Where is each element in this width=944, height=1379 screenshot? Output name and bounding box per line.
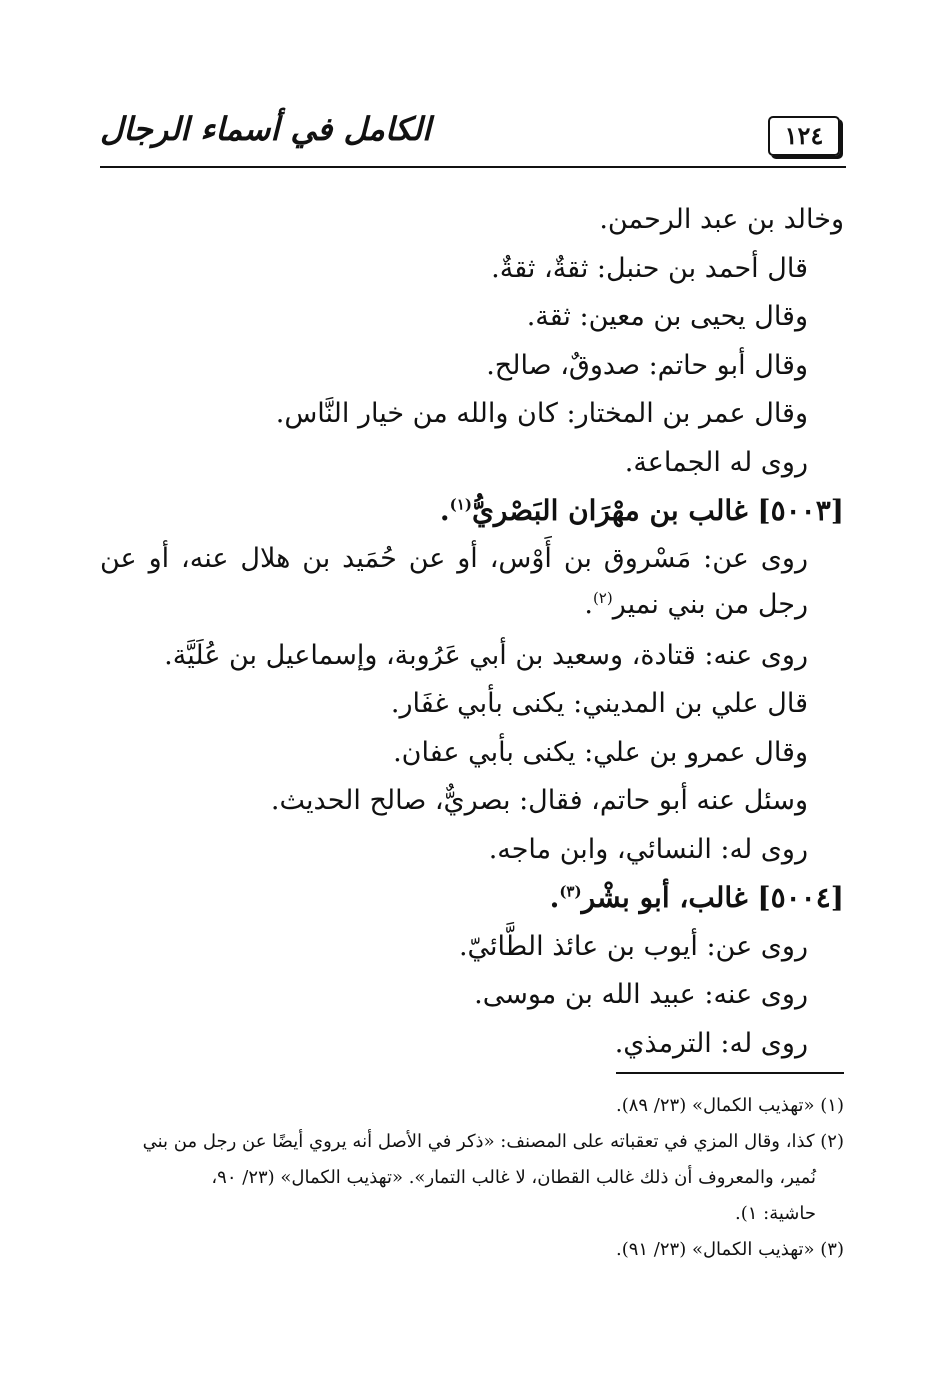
text-line	[100, 536, 844, 628]
line-end: .	[584, 588, 593, 620]
text-line: روى عن: أيوب بن عائذ الطَّائيّ.	[458, 930, 808, 962]
text-line: وسئل عنه أبو حاتم، فقال: بصريٌّ، صالح الحديث.	[270, 785, 808, 816]
text-line: روى له الجماعة.	[624, 446, 808, 478]
footnote-ref: (٢)	[592, 588, 613, 607]
page-header	[0, 0, 944, 170]
entry-end: .	[549, 881, 560, 914]
footnotes	[100, 1088, 844, 1268]
page-number: ١٢٤	[768, 116, 840, 156]
footnote-rule	[616, 1072, 844, 1074]
header-rule	[100, 166, 846, 168]
entry-title: [٥٠٠٤] غالب، أبو بشْر	[581, 881, 844, 914]
entry-title: [٥٠٠٣] غالب بن مهْرَان البَصْريُّ	[471, 494, 844, 527]
entry-heading-5003	[100, 487, 844, 536]
text-line: قال أحمد بن حنبل: ثقةٌ، ثقةٌ.	[491, 252, 808, 284]
entry-end: .	[439, 494, 450, 527]
text-line: وخالد بن عبد الرحمن.	[599, 204, 844, 235]
text-line: وقال يحيى بن معين: ثقة.	[526, 301, 808, 332]
footnote-2-cont: حاشية: ١).	[735, 1203, 816, 1224]
text-line: وقال عمرو بن علي: يكنى بأبي عفان.	[393, 736, 808, 768]
text-line: روى عنه: عبيد الله بن موسى.	[474, 979, 808, 1010]
text-line: وقال أبو حاتم: صدوقٌ، صالح.	[486, 349, 808, 381]
text-line: وقال عمر بن المختار: كان والله من خيار النَّاس.	[275, 398, 808, 429]
entry-heading-5004	[100, 874, 844, 923]
footnote-2-cont: نُمير، والمعروف أن ذلك غالب القطان، لا غالب التمار». «تهذيب الكمال» (٢٣/ ٩٠،	[211, 1167, 816, 1188]
text-line: قال علي بن المديني: يكنى بأبي غفَار.	[390, 688, 808, 719]
footnote-3: (٣) «تهذيب الكمال» (٢٣/ ٩١).	[615, 1239, 844, 1260]
footnote-1: (١) «تهذيب الكمال» (٢٣/ ٨٩).	[615, 1095, 844, 1116]
text-line: روى له: الترمذي.	[614, 1027, 808, 1059]
text-line: روى له: النسائي، وابن ماجه.	[488, 833, 808, 865]
book-title: الكامل في أسماء الرجال	[100, 110, 431, 148]
footnote-ref: (٣)	[559, 882, 582, 901]
narration-text: روى عن: مَسْروق بن أَوْس، أو عن حُمَيد بن هلال عنه، أو عن رجل من بني نمير	[100, 542, 808, 620]
main-text	[100, 196, 844, 1068]
footnote-2: (٢) كذا، وقال المزي في تعقباته على المصنف: «ذكر في الأصل أنه يروي أيضًا عن رجل من بني	[142, 1131, 844, 1152]
footnote-ref: (١)	[449, 495, 472, 514]
text-line: روى عنه: قتادة، وسعيد بن أبي عَرُوبة، وإسماعيل بن عُلَيَّة.	[164, 639, 808, 671]
